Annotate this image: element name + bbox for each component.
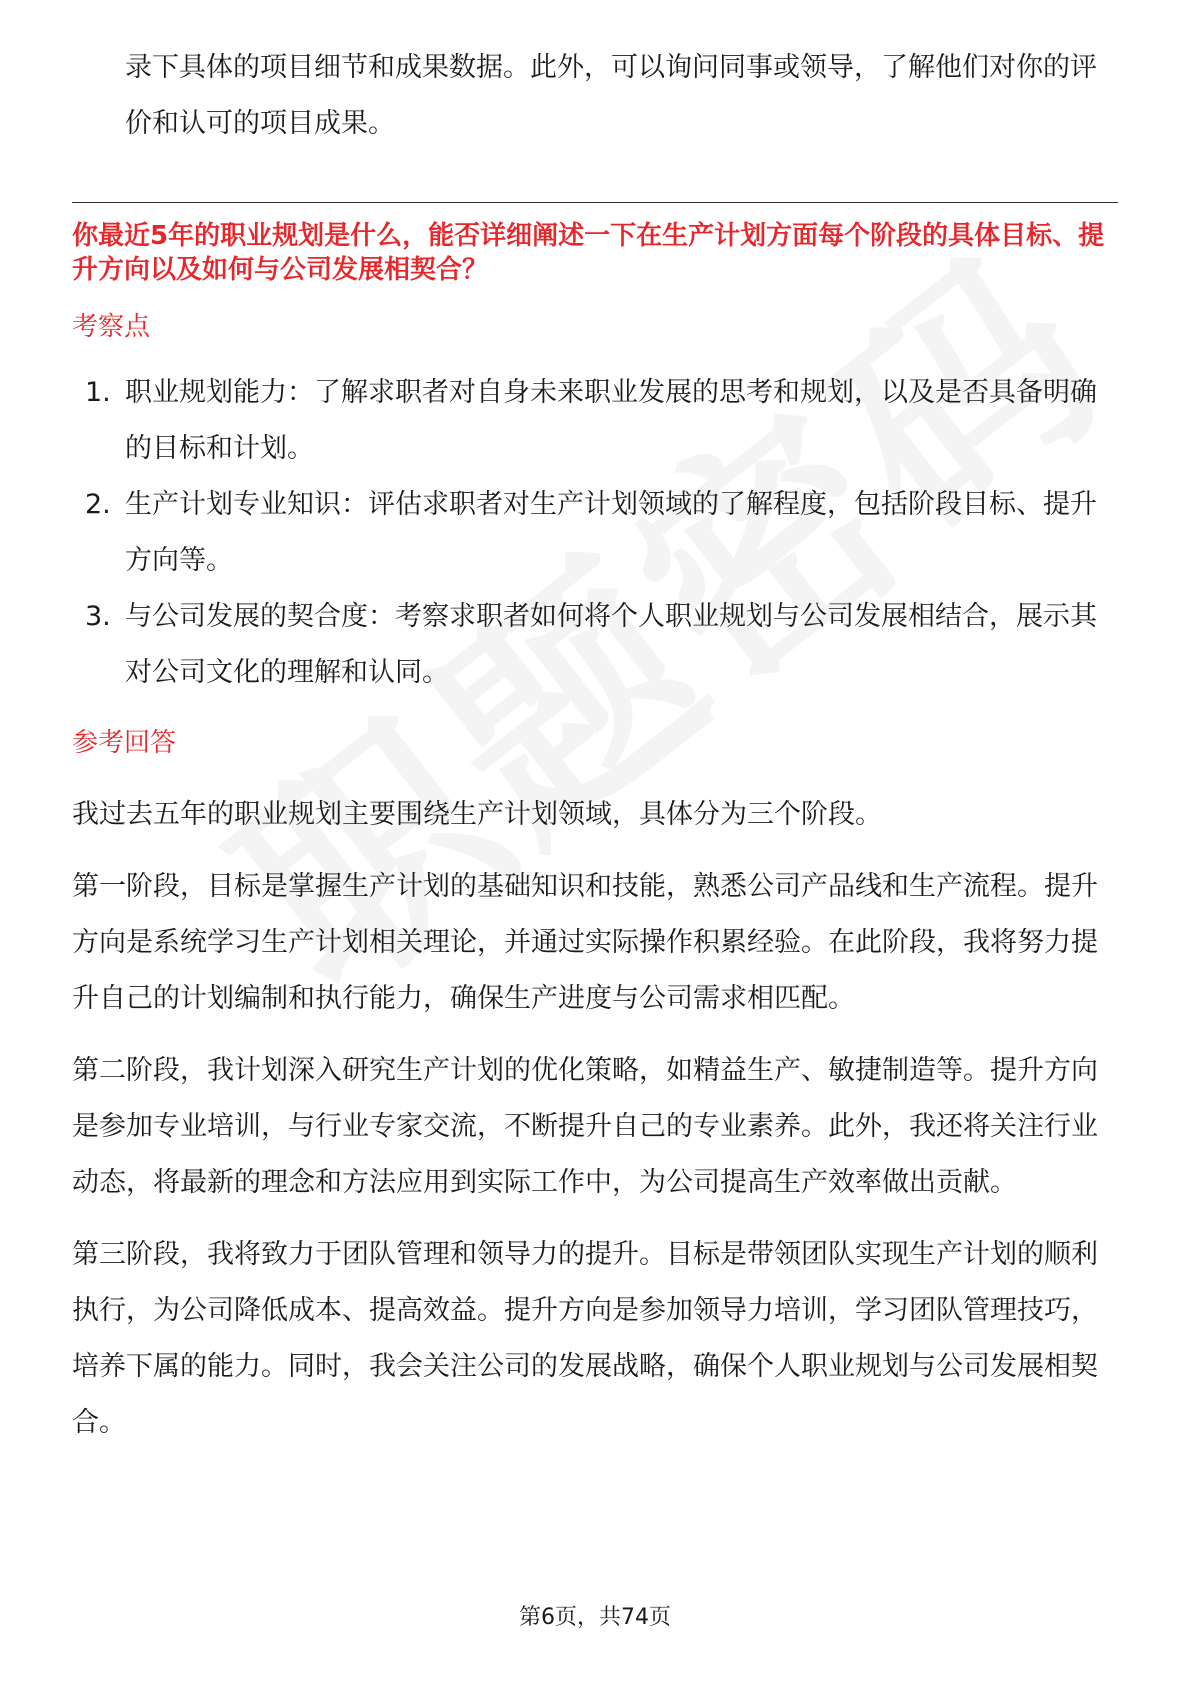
section-divider	[72, 202, 1118, 203]
answer-title: 参考回答	[72, 728, 177, 758]
continuation-paragraph: 录下具体的项目细节和成果数据。此外，可以询问同事或领导，了解他们对你的评价和认可的项目成果。	[125, 52, 1097, 139]
page-content	[72, 0, 1118, 1451]
list-item	[72, 477, 1118, 589]
list-item	[72, 589, 1118, 701]
answer-paragraph: 第二阶段，我计划深入研究生产计划的优化策略，如精益生产、敏捷制造等。提升方向是参加专业培训，与行业专家交流，不断提升自己的专业素养。此外，我还将关注行业动态，将最新的理念和方法应用到实际工作中，为公司提高生产效率做出贡献。	[72, 1055, 1098, 1198]
page-number: 第6页，共74页	[519, 1605, 671, 1630]
list-number: 1.	[85, 377, 111, 408]
answer-paragraph: 第三阶段，我将致力于团队管理和领导力的提升。目标是带领团队实现生产计划的顺利执行，为公司降低成本、提高效益。提升方向是参加领导力培训，学习团队管理技巧，培养下属的能力。同时，我会关注公司的发展战略，确保个人职业规划与公司发展相契合。	[72, 1239, 1098, 1438]
assessment-points-list	[72, 365, 1118, 701]
list-item-text: 与公司发展的契合度：考察求职者如何将个人职业规划与公司发展相结合，展示其对公司文化的理解和认同。	[125, 601, 1097, 688]
list-number: 3.	[85, 601, 111, 632]
list-item-text: 生产计划专业知识：评估求职者对生产计划领域的了解程度，包括阶段目标、提升方向等。	[125, 489, 1097, 576]
list-item	[72, 365, 1118, 477]
list-item-text: 职业规划能力：了解求职者对自身未来职业发展的思考和规划，以及是否具备明确的目标和计划。	[125, 377, 1097, 464]
assessment-title: 考察点	[72, 312, 151, 342]
answer-paragraph: 第一阶段，目标是掌握生产计划的基础知识和技能，熟悉公司产品线和生产流程。提升方向是系统学习生产计划相关理论，并通过实际操作积累经验。在此阶段，我将努力提升自己的计划编制和执行能力，确保生产进度与公司需求相匹配。	[72, 871, 1098, 1014]
answer-paragraph: 我过去五年的职业规划主要围绕生产计划领域，具体分为三个阶段。	[72, 799, 882, 830]
question-heading: 你最近5年的职业规划是什么，能否详细阐述一下在生产计划方面每个阶段的具体目标、提升方向以及如何与公司发展相契合？	[72, 221, 1105, 285]
list-number: 2.	[85, 489, 111, 520]
